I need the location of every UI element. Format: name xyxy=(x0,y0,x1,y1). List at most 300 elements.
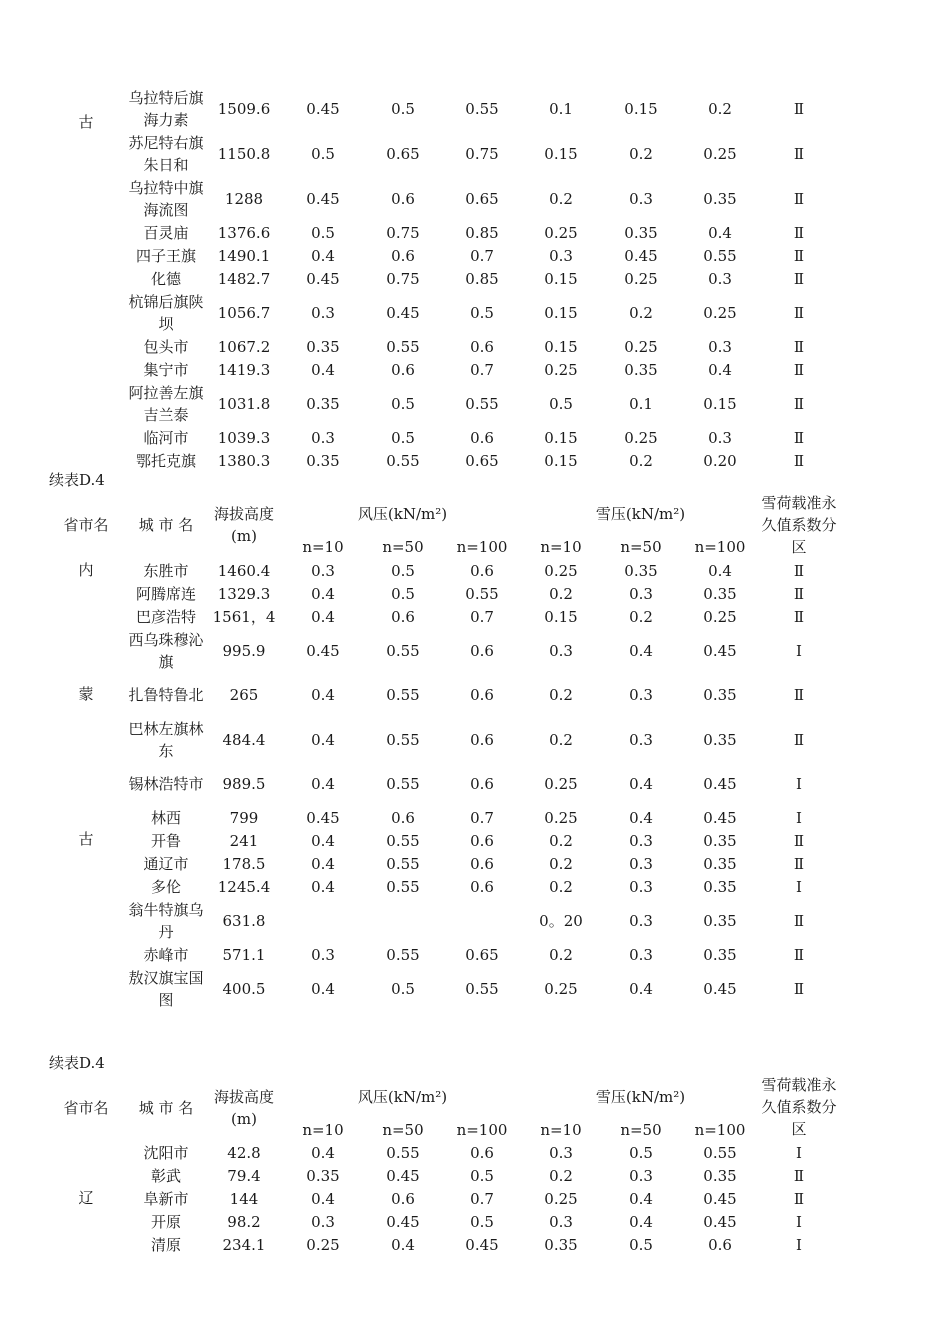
elevation-cell: 265 xyxy=(229,686,259,704)
wind-n10-cell: 0.4 xyxy=(311,686,335,704)
elevation-cell: 241 xyxy=(229,831,259,850)
wind-n50-cell: 0.55 xyxy=(386,945,420,964)
snow-n100-cell: 0.35 xyxy=(703,686,737,704)
wind-n50-cell: 0.55 xyxy=(386,730,420,749)
snow-n10-cell: 0.3 xyxy=(549,1143,573,1162)
elevation-cell: 1509.6 xyxy=(217,99,271,118)
wind-n10-cell xyxy=(284,898,362,943)
header-province: 省市名 xyxy=(63,516,109,534)
city-name-cell: 赤峰市 xyxy=(143,945,189,964)
wind-n50-cell: 0.6 xyxy=(391,189,415,208)
wind-n50-cell: 0.55 xyxy=(386,337,420,356)
wind-n10-cell: 0.4 xyxy=(311,854,335,873)
wind-n100-cell: 0.5 xyxy=(470,303,494,322)
snow-n100-cell: 0.35 xyxy=(703,730,737,749)
elevation-cell: 42.8 xyxy=(227,1143,261,1162)
wind-n100-cell: 0.7 xyxy=(470,808,494,827)
snow-n10-cell: 0.15 xyxy=(544,303,578,322)
wind-n50-cell: 0.6 xyxy=(391,808,415,827)
snow-n50-cell: 0.3 xyxy=(629,1166,653,1185)
wind-n50-cell: 0.45 xyxy=(386,1166,420,1185)
snow-zone-cell: Ⅰ xyxy=(796,775,802,793)
snow-n10-cell: 0.2 xyxy=(549,584,573,603)
elevation-cell: 484.4 xyxy=(222,730,266,749)
snow-zone-cell: Ⅱ xyxy=(793,246,805,265)
snow-n10-cell: 0.3 xyxy=(549,1212,573,1231)
table-row xyxy=(0,762,950,806)
snow-n10-cell: 0.35 xyxy=(544,1235,578,1254)
wind-n50-cell: 0.55 xyxy=(386,854,420,873)
wind-n10-cell: 0.5 xyxy=(311,144,335,163)
wind-n100-cell: 0.6 xyxy=(470,561,494,580)
city-name-cell: 清原 xyxy=(150,1235,181,1254)
table-row xyxy=(0,898,950,943)
city-name-cell: 开原 xyxy=(150,1212,181,1231)
table-row xyxy=(0,86,950,131)
province-name: 辽 xyxy=(78,1189,94,1207)
header-snow-n50: n=50 xyxy=(620,538,662,556)
snow-n50-cell: 0.45 xyxy=(624,246,658,265)
wind-n100-cell: 0.6 xyxy=(470,428,494,447)
header-city: 城 市 名 xyxy=(138,516,194,534)
wind-n10-cell: 0.35 xyxy=(306,451,340,470)
wind-n100-cell: 0.6 xyxy=(470,1143,494,1162)
elevation-cell: 1067.2 xyxy=(217,337,271,356)
wind-n50-cell: 0.6 xyxy=(391,1189,415,1208)
wind-n50-cell: 0.6 xyxy=(391,246,415,265)
snow-n50-cell: 0.3 xyxy=(629,877,653,896)
city-name-cell: 锡林浩特市 xyxy=(128,775,204,793)
table-row xyxy=(0,943,950,966)
wind-n100-cell: 0.5 xyxy=(470,1166,494,1185)
snow-n100-cell: 0.35 xyxy=(703,854,737,873)
snow-n50-cell: 0.35 xyxy=(624,561,658,580)
wind-n10-cell: 0.4 xyxy=(311,607,335,626)
table-row xyxy=(0,1187,950,1210)
header-province: 省市名 xyxy=(63,1099,109,1117)
snow-n100-cell: 0.35 xyxy=(703,189,737,208)
city-name-cell: 百灵庙 xyxy=(143,223,189,242)
wind-n100-cell: 0.65 xyxy=(465,945,499,964)
header-snow-n50: n=50 xyxy=(620,1121,662,1139)
snow-zone-cell: Ⅱ xyxy=(793,730,805,749)
wind-n10-cell: 0.4 xyxy=(311,831,335,850)
snow-n10-cell: 0.25 xyxy=(544,223,578,242)
wind-n100-cell: 0.85 xyxy=(465,223,499,242)
wind-n100-cell: 0.5 xyxy=(470,1212,494,1231)
snow-n10-cell: 0.2 xyxy=(549,1166,573,1185)
snow-zone-cell: Ⅱ xyxy=(793,979,805,998)
province-name: 内 xyxy=(78,561,94,579)
snow-zone-cell: Ⅱ xyxy=(793,269,805,288)
snow-n50-cell: 0.2 xyxy=(629,451,653,470)
wind-n10-cell: 0.25 xyxy=(306,1235,340,1254)
snow-n10-cell: 0.25 xyxy=(544,360,578,379)
table-row xyxy=(0,673,950,717)
wind-n10-cell: 0.3 xyxy=(311,303,335,322)
wind-n100-cell: 0.7 xyxy=(470,360,494,379)
city-name-cell: 乌拉特后旗海力素 xyxy=(128,88,204,129)
snow-n10-cell: 0.15 xyxy=(544,451,578,470)
snow-zone-cell: Ⅱ xyxy=(793,360,805,379)
wind-n50-cell: 0.5 xyxy=(391,584,415,603)
snow-n50-cell: 0.3 xyxy=(629,189,653,208)
snow-n10-cell: 0.2 xyxy=(549,854,573,873)
snow-n100-cell: 0.35 xyxy=(703,911,737,930)
snow-zone-cell: Ⅱ xyxy=(793,337,805,356)
snow-zone-cell: Ⅱ xyxy=(793,1166,805,1185)
snow-n50-cell: 0.2 xyxy=(629,303,653,322)
header-wind-n10: n=10 xyxy=(302,538,344,556)
city-name-cell: 林西 xyxy=(150,808,181,827)
snow-n10-cell: 0.25 xyxy=(544,808,578,827)
wind-n10-cell: 0.4 xyxy=(311,360,335,379)
wind-n100-cell: 0.55 xyxy=(465,394,499,413)
snow-n100-cell: 0.2 xyxy=(708,99,732,118)
wind-n10-cell: 0.3 xyxy=(311,561,335,580)
snow-zone-cell: Ⅱ xyxy=(793,428,805,447)
snow-zone-cell: Ⅰ xyxy=(796,1212,802,1231)
wind-n50-cell: 0.45 xyxy=(386,1212,420,1231)
snow-zone-cell: Ⅰ xyxy=(796,808,802,827)
wind-n50-cell: 0.6 xyxy=(391,607,415,626)
wind-n100-cell: 0.6 xyxy=(470,877,494,896)
table-row xyxy=(0,628,950,673)
wind-n50-cell: 0.55 xyxy=(386,877,420,896)
elevation-cell: 571.1 xyxy=(222,945,266,964)
snow-zone-cell: Ⅱ xyxy=(793,99,805,118)
snow-n100-cell: 0.3 xyxy=(708,269,732,288)
wind-n10-cell: 0.3 xyxy=(311,428,335,447)
table-row xyxy=(0,221,950,244)
wind-n10-cell: 0.35 xyxy=(306,1166,340,1185)
elevation-cell: 1490.1 xyxy=(217,246,271,265)
table-row xyxy=(0,605,950,628)
table-row xyxy=(0,582,950,605)
header-snow-n100: n=100 xyxy=(694,1121,746,1139)
snow-n10-cell: 0.15 xyxy=(544,607,578,626)
elevation-cell: 400.5 xyxy=(222,979,266,998)
header-wind-n50: n=50 xyxy=(382,1121,424,1139)
table-row xyxy=(0,381,950,426)
snow-n50-cell: 0.4 xyxy=(629,1189,653,1208)
wind-n50-cell: 0.55 xyxy=(386,831,420,850)
table-row xyxy=(0,1141,950,1164)
wind-n100-cell: 0.55 xyxy=(465,99,499,118)
header-snow-pressure: 雪压(kN/m²) xyxy=(595,1088,686,1106)
table-row xyxy=(0,449,950,472)
snow-n50-cell: 0.3 xyxy=(629,730,653,749)
wind-n50-cell: 0.4 xyxy=(391,1235,415,1254)
snow-n10-cell: 0.25 xyxy=(544,561,578,580)
snow-n50-cell: 0.3 xyxy=(629,911,653,930)
wind-n50-cell: 0.65 xyxy=(386,144,420,163)
wind-n50-cell: 0.45 xyxy=(386,303,420,322)
wind-n50-cell: 0.55 xyxy=(386,641,420,660)
snow-n100-cell: 0.20 xyxy=(703,451,737,470)
wind-n10-cell: 0.3 xyxy=(311,945,335,964)
wind-n50-cell xyxy=(364,898,442,943)
wind-n100-cell: 0.6 xyxy=(470,775,494,793)
wind-n10-cell: 0.35 xyxy=(306,394,340,413)
wind-n50-cell: 0.6 xyxy=(391,360,415,379)
continued-table-label: 续表D.4 xyxy=(49,1054,105,1072)
elevation-cell: 234.1 xyxy=(222,1235,266,1254)
elevation-cell: 144 xyxy=(229,1189,259,1208)
wind-n100-cell: 0.6 xyxy=(470,831,494,850)
wind-n10-cell: 0.3 xyxy=(311,1212,335,1231)
snow-n50-cell: 0.35 xyxy=(624,223,658,242)
elevation-cell: 995.9 xyxy=(222,641,266,660)
table-row xyxy=(0,426,950,449)
header-wind-n100: n=100 xyxy=(456,538,508,556)
city-name-cell: 多伦 xyxy=(150,877,181,896)
elevation-cell: 1482.7 xyxy=(217,269,271,288)
table-row xyxy=(0,559,950,582)
header-wind-pressure: 风压(kN/m²) xyxy=(357,1088,448,1106)
snow-zone-cell: Ⅱ xyxy=(793,584,805,603)
elevation-cell: 79.4 xyxy=(227,1166,261,1185)
snow-n50-cell: 0.4 xyxy=(629,775,653,793)
city-name-cell: 化德 xyxy=(150,269,181,288)
snow-n50-cell: 0.25 xyxy=(624,269,658,288)
snow-n100-cell: 0.45 xyxy=(703,1189,737,1208)
header-snow-zone: 雪荷载准永久值系数分区 xyxy=(761,494,837,556)
snow-n100-cell: 0.3 xyxy=(708,428,732,447)
elevation-cell: 178.5 xyxy=(222,854,266,873)
snow-n10-cell: 0.5 xyxy=(549,394,573,413)
snow-n50-cell: 0.3 xyxy=(629,831,653,850)
snow-n100-cell: 0.3 xyxy=(708,337,732,356)
snow-zone-cell: Ⅱ xyxy=(793,831,805,850)
table-row xyxy=(0,244,950,267)
snow-n50-cell: 0.15 xyxy=(624,99,658,118)
city-name-cell: 苏尼特右旗朱日和 xyxy=(128,133,204,174)
elevation-cell: 1380.3 xyxy=(217,451,271,470)
elevation-cell: 631.8 xyxy=(222,911,266,930)
header-wind-n100: n=100 xyxy=(456,1121,508,1139)
snow-n100-cell: 0.45 xyxy=(703,641,737,660)
wind-n10-cell: 0.4 xyxy=(311,1189,335,1208)
snow-n100-cell: 0.55 xyxy=(703,1143,737,1162)
city-name-cell: 杭锦后旗陕坝 xyxy=(128,292,204,333)
header-snow-zone: 雪荷载准永久值系数分区 xyxy=(761,1076,837,1138)
snow-zone-cell: Ⅱ xyxy=(793,686,805,704)
city-name-cell: 敖汉旗宝国图 xyxy=(128,968,204,1009)
snow-n10-cell: 0.2 xyxy=(549,877,573,896)
wind-n50-cell: 0.75 xyxy=(386,223,420,242)
snow-n10-cell: 0.15 xyxy=(544,428,578,447)
snow-n50-cell: 0.25 xyxy=(624,428,658,447)
snow-n50-cell: 0.3 xyxy=(629,584,653,603)
snow-n50-cell: 0.4 xyxy=(629,979,653,998)
header-city: 城 市 名 xyxy=(138,1099,194,1117)
wind-n50-cell: 0.5 xyxy=(391,979,415,998)
wind-n10-cell: 0.4 xyxy=(311,979,335,998)
snow-n100-cell: 0.35 xyxy=(703,831,737,850)
city-name-cell: 乌拉特中旗海流图 xyxy=(128,178,204,219)
header-snow-n10: n=10 xyxy=(540,538,582,556)
wind-n100-cell: 0.75 xyxy=(465,144,499,163)
snow-zone-cell: Ⅰ xyxy=(796,1235,802,1254)
snow-n50-cell: 0.25 xyxy=(624,337,658,356)
snow-zone-cell: Ⅱ xyxy=(793,451,805,470)
snow-zone-cell: Ⅰ xyxy=(796,877,802,896)
wind-n100-cell: 0.65 xyxy=(465,451,499,470)
table-row xyxy=(0,267,950,290)
elevation-cell: 1039.3 xyxy=(217,428,271,447)
wind-n10-cell: 0.45 xyxy=(306,269,340,288)
snow-zone-cell: Ⅱ xyxy=(793,854,805,873)
snow-n50-cell: 0.3 xyxy=(629,686,653,704)
elevation-cell: 1419.3 xyxy=(217,360,271,379)
wind-n100-cell: 0.85 xyxy=(465,269,499,288)
city-name-cell: 包头市 xyxy=(143,337,189,356)
wind-n50-cell: 0.55 xyxy=(386,451,420,470)
snow-n10-cell: 0.2 xyxy=(549,686,573,704)
wind-n50-cell: 0.55 xyxy=(386,1143,420,1162)
wind-n10-cell: 0.4 xyxy=(311,1143,335,1162)
wind-n10-cell: 0.45 xyxy=(306,641,340,660)
snow-n100-cell: 0.35 xyxy=(703,945,737,964)
city-name-cell: 西乌珠穆沁旗 xyxy=(128,630,204,671)
wind-n10-cell: 0.5 xyxy=(311,223,335,242)
province-name: 蒙 xyxy=(78,685,94,703)
wind-n100-cell: 0.45 xyxy=(465,1235,499,1254)
header-snow-pressure: 雪压(kN/m²) xyxy=(595,505,686,523)
elevation-cell: 1460.4 xyxy=(217,561,271,580)
snow-n10-cell: 0.25 xyxy=(544,979,578,998)
snow-n100-cell: 0.45 xyxy=(703,775,737,793)
snow-n10-cell: 0.3 xyxy=(549,641,573,660)
snow-zone-cell: Ⅱ xyxy=(793,945,805,964)
snow-n10-cell: 0.2 xyxy=(549,189,573,208)
wind-n100-cell: 0.6 xyxy=(470,686,494,704)
snow-zone-cell: Ⅱ xyxy=(793,911,805,930)
wind-n100-cell: 0.6 xyxy=(470,337,494,356)
wind-n50-cell: 0.5 xyxy=(391,428,415,447)
city-name-cell: 阜新市 xyxy=(143,1189,189,1208)
elevation-cell: 799 xyxy=(229,808,259,827)
city-name-cell: 彰武 xyxy=(150,1166,181,1185)
wind-n50-cell: 0.55 xyxy=(386,775,420,793)
city-name-cell: 巴彦浩特 xyxy=(135,607,196,626)
snow-n10-cell: 0.25 xyxy=(544,775,578,793)
wind-n10-cell: 0.4 xyxy=(311,877,335,896)
elevation-cell: 1561，4 xyxy=(212,607,276,626)
city-name-cell: 临河市 xyxy=(143,428,189,447)
snow-n50-cell: 0.2 xyxy=(629,607,653,626)
wind-n100-cell: 0.7 xyxy=(470,607,494,626)
snow-zone-cell: Ⅱ xyxy=(793,303,805,322)
header-wind-pressure: 风压(kN/m²) xyxy=(357,505,448,523)
snow-n50-cell: 0.3 xyxy=(629,945,653,964)
wind-n100-cell: 0.55 xyxy=(465,584,499,603)
header-wind-n50: n=50 xyxy=(382,538,424,556)
snow-zone-cell: Ⅱ xyxy=(793,223,805,242)
snow-n10-cell: 0.25 xyxy=(544,1189,578,1208)
snow-zone-cell: Ⅱ xyxy=(793,561,805,580)
city-name-cell: 阿腾席连 xyxy=(135,584,196,603)
city-name-cell: 集宁市 xyxy=(143,360,189,379)
wind-n10-cell: 0.4 xyxy=(311,246,335,265)
wind-n10-cell: 0.35 xyxy=(306,337,340,356)
city-name-cell: 翁牛特旗乌丹 xyxy=(128,900,204,941)
table-row xyxy=(0,176,950,221)
snow-n100-cell: 0.4 xyxy=(708,360,732,379)
snow-n50-cell: 0.2 xyxy=(629,144,653,163)
province-name: 古 xyxy=(78,113,94,131)
wind-n100-cell: 0.7 xyxy=(470,1189,494,1208)
elevation-cell: 1329.3 xyxy=(217,584,271,603)
header-wind-n10: n=10 xyxy=(302,1121,344,1139)
elevation-cell: 1150.8 xyxy=(217,144,271,163)
wind-n100-cell: 0.7 xyxy=(470,246,494,265)
snow-zone-cell: Ⅱ xyxy=(793,189,805,208)
snow-n50-cell: 0.4 xyxy=(629,641,653,660)
city-name-cell: 四子王旗 xyxy=(135,246,196,265)
snow-n50-cell: 0.5 xyxy=(629,1235,653,1254)
wind-n100-cell: 0.65 xyxy=(465,189,499,208)
elevation-cell: 1288 xyxy=(224,189,264,208)
snow-n100-cell: 0.35 xyxy=(703,1166,737,1185)
snow-zone-cell: Ⅱ xyxy=(793,1189,805,1208)
snow-n10-cell: 0。20 xyxy=(539,911,583,930)
city-name-cell: 通辽市 xyxy=(143,854,189,873)
elevation-cell: 1056.7 xyxy=(217,303,271,322)
wind-n10-cell: 0.4 xyxy=(311,775,335,793)
snow-zone-cell: Ⅰ xyxy=(796,641,802,660)
continued-table-label: 续表D.4 xyxy=(49,471,105,489)
wind-n100-cell: 0.6 xyxy=(470,641,494,660)
table-row xyxy=(0,1210,950,1233)
snow-n10-cell: 0.15 xyxy=(544,337,578,356)
snow-n100-cell: 0.45 xyxy=(703,808,737,827)
wind-n100-cell: 0.55 xyxy=(465,979,499,998)
snow-n10-cell: 0.2 xyxy=(549,831,573,850)
snow-n50-cell: 0.1 xyxy=(629,394,653,413)
wind-n50-cell: 0.55 xyxy=(386,686,420,704)
province-name: 古 xyxy=(78,830,94,848)
table-row xyxy=(0,717,950,762)
elevation-cell: 1245.4 xyxy=(217,877,271,896)
wind-n50-cell: 0.5 xyxy=(391,561,415,580)
elevation-cell: 989.5 xyxy=(222,775,266,793)
city-name-cell: 鄂托克旗 xyxy=(135,451,196,470)
wind-n50-cell: 0.75 xyxy=(386,269,420,288)
snow-n10-cell: 0.15 xyxy=(544,144,578,163)
snow-n10-cell: 0.1 xyxy=(549,99,573,118)
table-row xyxy=(0,829,950,852)
elevation-cell: 98.2 xyxy=(227,1212,261,1231)
snow-n10-cell: 0.2 xyxy=(549,945,573,964)
city-name-cell: 扎鲁特鲁北 xyxy=(128,686,204,704)
wind-n10-cell: 0.4 xyxy=(311,730,335,749)
table-row xyxy=(0,966,950,1011)
snow-n50-cell: 0.5 xyxy=(629,1143,653,1162)
city-name-cell: 东胜市 xyxy=(143,561,189,580)
table-row xyxy=(0,290,950,335)
snow-n100-cell: 0.15 xyxy=(703,394,737,413)
snow-n100-cell: 0.25 xyxy=(703,303,737,322)
snow-n10-cell: 0.3 xyxy=(549,246,573,265)
snow-n100-cell: 0.45 xyxy=(703,979,737,998)
snow-n100-cell: 0.55 xyxy=(703,246,737,265)
header-snow-n10: n=10 xyxy=(540,1121,582,1139)
snow-zone-cell: Ⅱ xyxy=(793,394,805,413)
table-row xyxy=(0,1164,950,1187)
snow-n50-cell: 0.35 xyxy=(624,360,658,379)
